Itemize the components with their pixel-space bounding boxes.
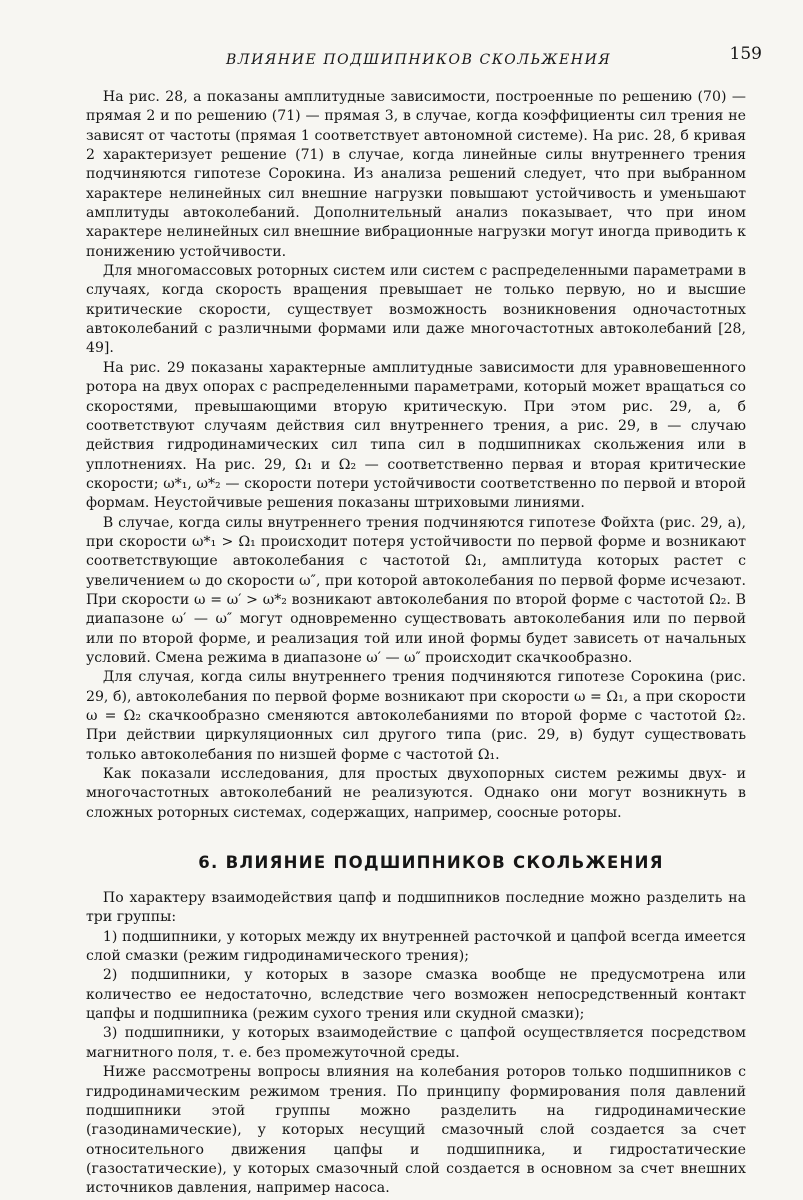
book-page — [86, 44, 762, 1199]
paragraph: Для многомассовых роторных систем или систем с распределенными параметрами в случаях, когда скорость вращения превышает не только первую, но и высшие критические скорости, существует возможность возникновения одночастотных автоколебаний с различными формами или даже многочастотных автоколебаний [28, 49]. — [86, 263, 746, 357]
paragraph: На рис. 28, а показаны амплитудные зависимости, построенные по решению (70) — прямая 2 и по решению (71) — прямая 3, в случае, когда коэффициенты сил трения не зависят от частоты (прямая 1 соответствует автономной системе). На рис. 28, б кривая 2 характеризует решение (71) в случае, когда линейные силы внутреннего трения подчиняются гипотезе Сорокина. Из анализа решений следует, что при выбранном характере нелинейных сил внешние нагрузки повышают устойчивость и уменьшают амплитуды автоколебаний. Дополнительный анализ показывает, что при ином характере нелинейных сил внешние вибрационные нагрузки могут иногда приводить к понижению устойчивости. — [86, 89, 746, 260]
section-heading: 6. ВЛИЯНИЕ ПОДШИПНИКОВ СКОЛЬЖЕНИЯ — [198, 853, 664, 873]
running-title: ВЛИЯНИЕ ПОДШИПНИКОВ СКОЛЬЖЕНИЯ — [226, 52, 612, 68]
list-item: 3) подшипники, у которых взаимодействие с цапфой осуществляется посредством магнитного поля, т. е. без промежуточной среды. — [86, 1025, 746, 1061]
paragraph: По характеру взаимодействия цапф и подшипников последние можно разделить на три группы: — [86, 890, 746, 926]
list-item: 1) подшипники, у которых между их внутренней расточкой и цапфой всегда имеется слой смазки (режим гидродинамического трения); — [86, 928, 746, 965]
paragraph: Ниже рассмотрены вопросы влияния на колебания роторов только подшипников с гидродинамическим режимом трения. По принципу формирования поля давлений подшипники этой группы можно разделить на гидродинамические (газодинамические), у которых несущий смазочный слой создается за счет относительного движения цапфы и подшипника, и гидростатические (газостатические), у которых смазочный слой создается в основном за счет внешних источников давления, например насоса. — [86, 1064, 746, 1197]
page-number: 159 — [729, 44, 762, 64]
body-text — [86, 88, 746, 1199]
paragraph: На рис. 29 показаны характерные амплитудные зависимости для уравновешенного ротора на двух опорах с распределенными параметрами, который может вращаться со скоростями, превышающими вторую критическую. При этом рис. 29, а, б соответствуют случаям действия сил внутреннего трения, а рис. 29, в — случаю действия гидродинамических сил типа сил в подшипниках скольжения или в уплотнениях. На рис. 29, Ω₁ и Ω₂ — соответственно первая и вторая критические скорости; ω*₁, ω*₂ — скорости потери устойчивости соответственно по первой и второй формам. Неустойчивые решения показаны штриховыми линиями. — [86, 359, 746, 512]
paragraph: В случае, когда силы внутреннего трения подчиняются гипотезе Фойхта (рис. 29, а), при скорости ω*₁ > Ω₁ происходит потеря устойчивости по первой форме и возникают соответствующие автоколебания с частотой Ω₁, амплитуда которых растет с увеличением ω до скорости ω″, при которой автоколебания по первой форме исчезают. При скорости ω = ω′ > ω*₂ возникают автоколебания по второй форме с частотой Ω₂. В диапазоне ω′ — ω″ могут одновременно существовать автоколебания или по первой или по второй форме, и реализация той или иной формы будет зависеть от начальных условий. Смена режима в диапазоне ω′ — ω″ происходит скачкообразно. — [86, 514, 746, 666]
paragraph: Для случая, когда силы внутреннего трения подчиняются гипотезе Сорокина (рис. 29, б), автоколебания по первой форме возникают при скорости ω = Ω₁, а при скорости ω = Ω₂ скачкообразно сменяются автоколебаниями по второй форме с частотой Ω₂. При действии циркуляционных сил другого типа (рис. 29, в) будут существовать только автоколебания по низшей форме с частотой Ω₁. — [86, 669, 746, 763]
running-head — [86, 44, 762, 74]
list-item: 2) подшипники, у которых в зазоре смазка вообще не предусмотрена или количество ее недостаточно, вследствие чего возможен непосредственный контакт цапфы и подшипника (режим сухого трения или скудной смазки); — [86, 967, 746, 1023]
paragraph: Как показали исследования, для простых двухопорных систем режимы двух- и многочастотных автоколебаний не реализуются. Однако они могут возникнуть в сложных роторных системах, содержащих, например, соосные роторы. — [86, 766, 746, 821]
